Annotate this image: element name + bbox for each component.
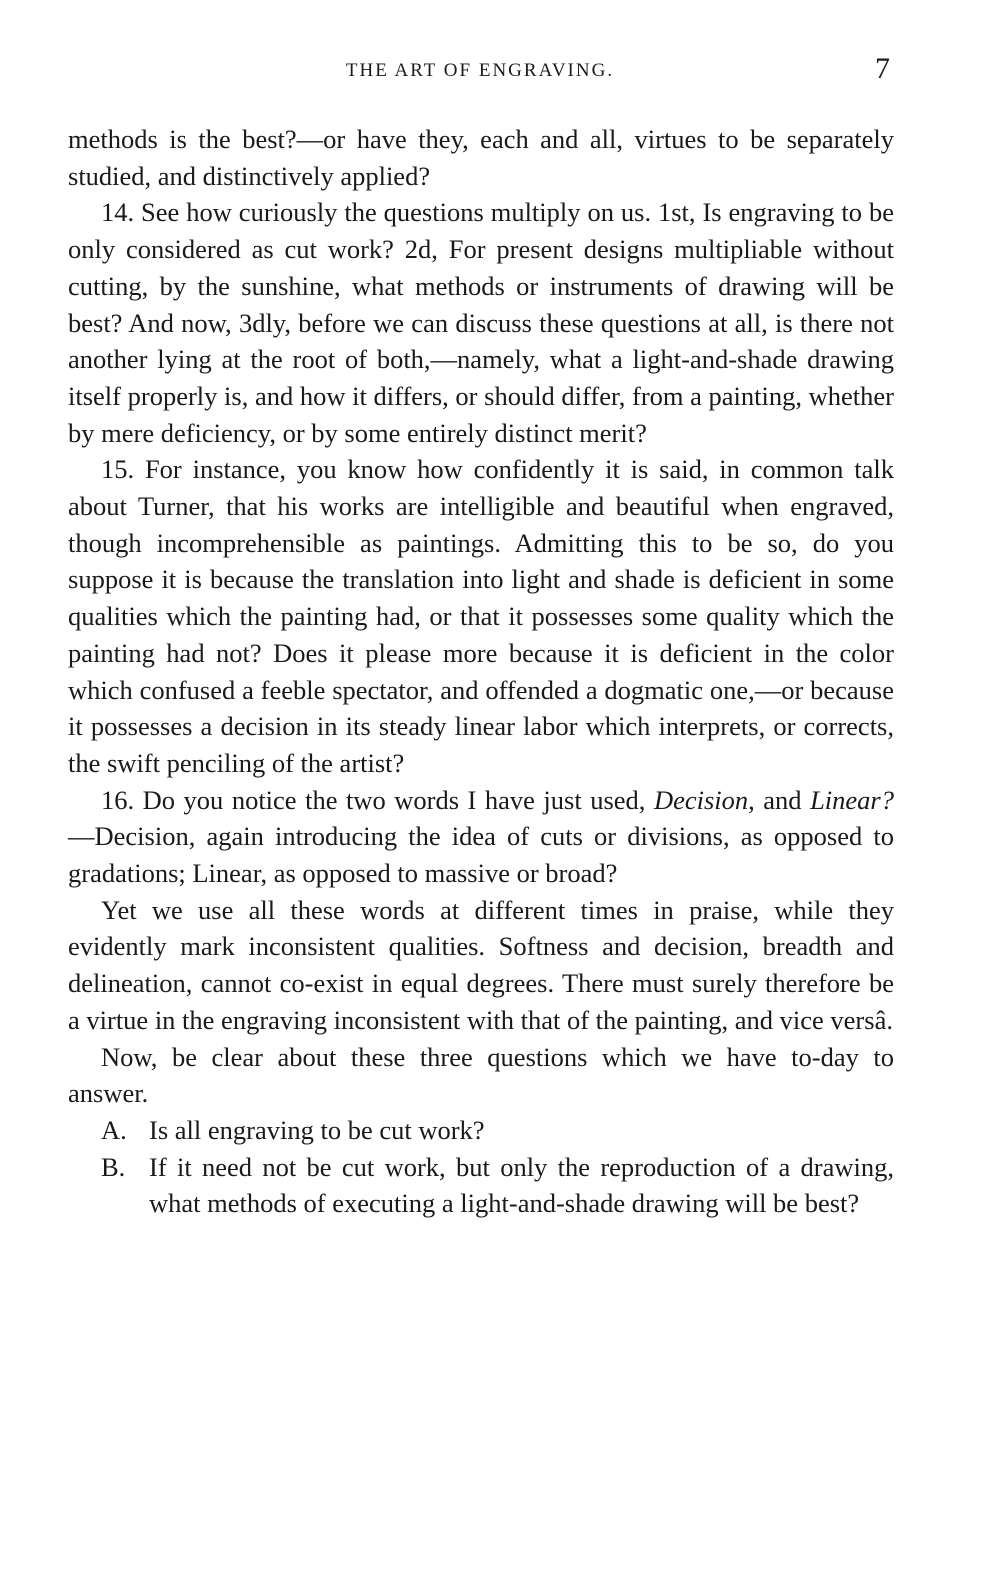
paragraph-now: Now, be clear about these three questions which we have to-day to answer. xyxy=(68,1041,894,1109)
paragraph-yet: Yet we use all these words at different times in praise, while they evidently mark inconsistent qualities. Softness and decision, breadth and delineation, cannot co-exist in equal degrees. There must surely therefore be a virtue in the engraving inconsistent with that of the painting, and vice versâ. xyxy=(68,894,894,1035)
question-b-label: B. xyxy=(101,1151,126,1182)
running-head xyxy=(0,52,1000,85)
paragraph-14: 14. See how curiously the questions multiply on us. 1st, Is engraving to be only considered as cut work? 2d, For present designs multipliable without cutting, by the sunshine, what methods or instruments of drawing will be best? And now, 3dly, before we can discuss these questions at all, is there not another lying at the root of both,—namely, what a light-and-shade drawing itself properly is, and how it differs, or should differ, from a painting, whether by mere deficiency, or by some entirely distinct merit? xyxy=(68,197,894,448)
paragraph-16-start: 16. Do you notice the two words I have just used, xyxy=(101,784,654,815)
paragraph-15: 15. For instance, you know how confidently it is said, in common talk about Turner, that his works are intelligible and beautiful when engraved, though incomprehensible as paintings. Admitting this to be so, do you suppose it is because the translation into light and shade is deficient in some qualities which the painting had, or that it possesses some quality which the painting had not? Does it please more because it is deficient in the color which confused a feeble spectator, and offended a dogmatic one,—or because it possesses a decision in its steady linear labor which interprets, or corrects, the swift penciling of the artist? xyxy=(68,454,894,778)
running-title: THE ART OF ENGRAVING. xyxy=(345,60,615,81)
question-b xyxy=(68,1149,894,1222)
paragraph-16-rest: —Decision, again introducing the idea of cuts or divisions, as opposed to gradations; Linear, as opposed to massive or broad? xyxy=(68,821,894,889)
italic-decision: Decision, xyxy=(653,784,755,815)
question-a xyxy=(68,1112,894,1149)
page-number: 7 xyxy=(875,52,890,85)
paragraph-continuation: methods is the best?—or have they, each and all, virtues to be separately studied, and distinctively applied? xyxy=(68,124,894,191)
question-b-text: If it need not be cut work, but only the reproduction of a drawing, what methods of executing a light-and-shade drawing will be best? xyxy=(149,1151,894,1219)
italic-linear: Linear? xyxy=(810,784,894,815)
body-text xyxy=(68,121,894,1222)
question-a-text: Is all engraving to be cut work? xyxy=(149,1114,485,1145)
question-a-label: A. xyxy=(101,1114,127,1145)
paragraph-16 xyxy=(68,782,894,892)
paragraph-16-and: and xyxy=(754,784,811,815)
